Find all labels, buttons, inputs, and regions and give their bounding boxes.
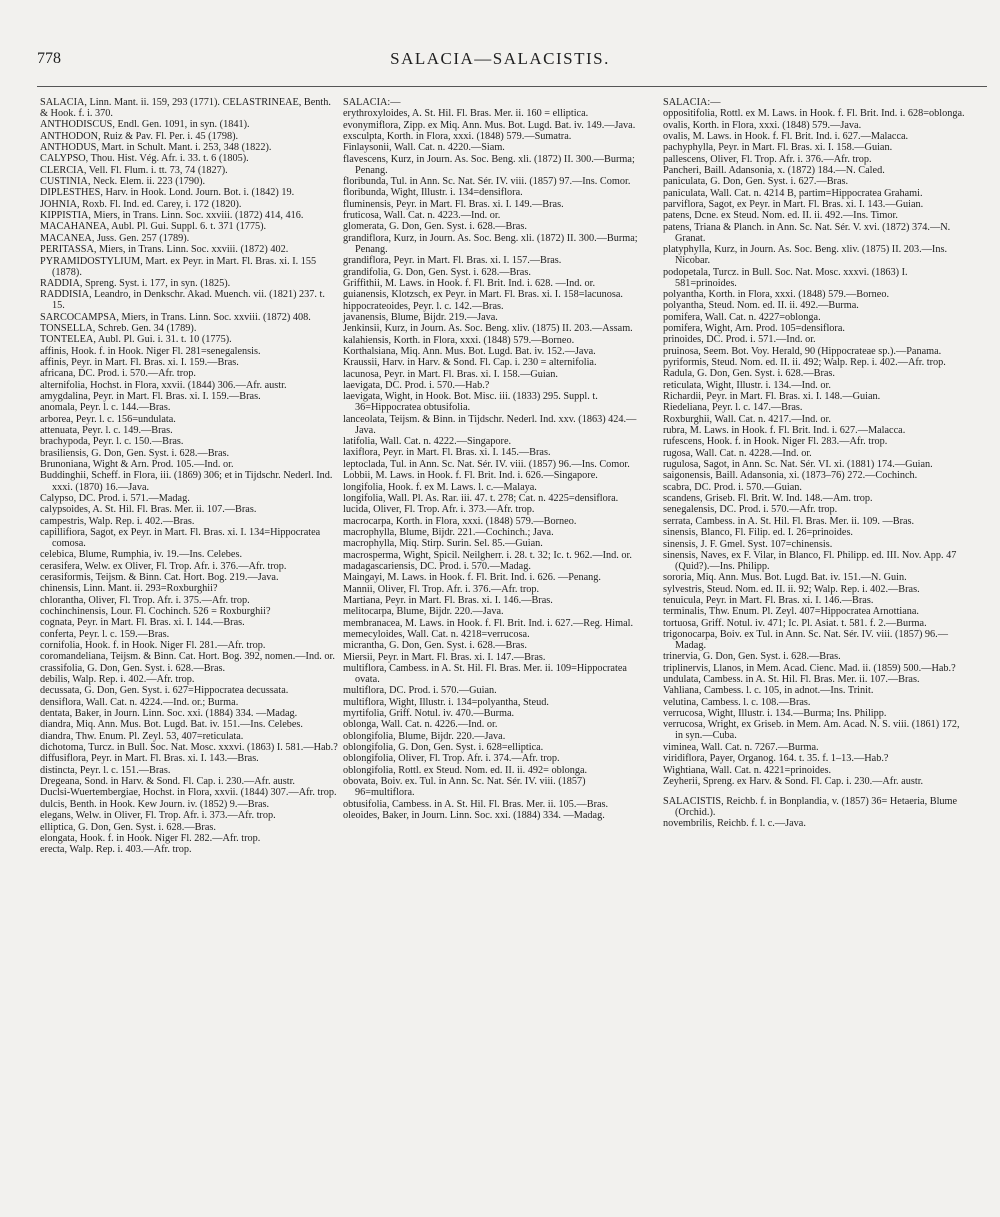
index-entry: terminalis, Thw. Enum. Pl. Zeyl. 407=Hippocratea Arnottiana. xyxy=(663,606,919,618)
index-entry: multiflora, DC. Prod. i. 570.—Guian. xyxy=(343,685,497,697)
index-entry: longifolia, Hook. f. ex M. Laws. l. c.—Malaya. xyxy=(343,481,537,493)
index-entry: scandens, Griseb. Fl. Brit. W. Ind. 148.—Am. trop. xyxy=(663,493,873,505)
index-entry: velutina, Cambess. l. c. 108.—Bras. xyxy=(663,696,811,708)
index-entry: Radula, G. Don, Gen. Syst. i. 628.—Bras. xyxy=(663,368,835,380)
index-entry: sinensis, Blanco, Fl. Filip. ed. I. 26=prinoides. xyxy=(663,527,853,539)
index-entry: patens, Triana & Planch. in Ann. Sc. Nat. Sér. V. xvi. (1872) 374.—N. Granat. xyxy=(663,221,951,244)
index-entry: grandiflora, Kurz, in Journ. As. Soc. Beng. xli. (1872) II. 300.—Burma; Penang. xyxy=(343,232,638,255)
index-entry: erythroxyloides, A. St. Hil. Fl. Bras. Mer. ii. 160 = elliptica. xyxy=(343,108,589,120)
index-entry: diandra, Miq. Ann. Mus. Bot. Lugd. Bat. iv. 151.—Ins. Celebes. xyxy=(40,719,303,731)
index-entry: fluminensis, Peyr. in Mart. Fl. Bras. xi. I. 149.—Bras. xyxy=(343,198,564,210)
index-entry: pyriformis, Steud. Nom. ed. II. ii. 492; Walp. Rep. i. 402.—Afr. trop. xyxy=(663,357,946,369)
index-entry: cerasiformis, Teijsm. & Binn. Cat. Hort. Bog. 219.—Java. xyxy=(40,571,279,583)
index-entry: anomala, Peyr. l. c. 144.—Bras. xyxy=(40,402,171,414)
page-header xyxy=(0,0,1000,96)
index-entry: cerasifera, Welw. ex Oliver, Fl. Trop. Afr. i. 376.—Afr. trop. xyxy=(40,560,287,572)
index-entry: Calypso, DC. Prod. i. 571.—Madag. xyxy=(40,492,190,504)
index-entry: melitocarpa, Blume, Bijdr. 220.—Java. xyxy=(343,606,504,618)
index-entry: exsculpta, Korth. in Flora, xxxi. (1848) 579.—Sumatra. xyxy=(343,131,572,143)
index-entry: affinis, Hook. f. in Hook. Niger Fl. 281=senegalensis. xyxy=(40,345,261,357)
index-entry: CUSTINIA, Neck. Elem. ii. 223 (1790). xyxy=(40,176,206,188)
index-entry: Brunoniana, Wight & Arn. Prod. 105.—Ind. or. xyxy=(40,459,234,471)
index-entry: verrucosa, Wight, Illustr. i. 134.—Burma; Ins. Philipp. xyxy=(663,708,887,720)
index-entry: lanceolata, Teijsm. & Binn. in Tijdschr. Nederl. Ind. xxv. (1863) 424.—Java. xyxy=(343,413,637,436)
index-entry: capillifiora, Sagot, ex Peyr. in Mart. Fl. Bras. xi. I. 134=Hippocratea comosa. xyxy=(40,526,321,549)
index-entry: rugulosa, Sagot, in Ann. Sc. Nat. Sér. VI. xi. (1881) 174.—Guian. xyxy=(663,459,933,471)
index-entry: laevigata, DC. Prod. i. 570.—Hab.? xyxy=(343,380,490,391)
index-entry: Wightiana, Wall. Cat. n. 4221=prinoides. xyxy=(663,764,832,776)
index-entry: reticulata, Wight, Illustr. i. 134.—Ind. or. xyxy=(663,379,831,391)
index-entry: obovata, Boiv. ex. Tul. in Ann. Sc. Nat. Sér. IV. viii. (1857) 96=multiflora. xyxy=(343,776,586,799)
index-entry: polyantha, Steud. Nom. ed. II. ii. 492.—Burma. xyxy=(663,300,859,312)
index-entry: sylvestris, Steud. Nom. ed. II. ii. 92; Walp. Rep. i. 402.—Bras. xyxy=(663,583,920,595)
index-entry: erecta, Walp. Rep. i. 403.—Afr. trop. xyxy=(40,844,192,856)
index-entry: undulata, Cambess. in A. St. Hil. Fl. Bras. Mer. ii. 107.—Bras. xyxy=(663,674,920,686)
running-title: SALACIA—SALACISTIS. xyxy=(390,49,610,68)
index-entry: dentata, Baker, in Journ. Linn. Soc. xxi. (1884) 334. —Madag. xyxy=(40,708,298,720)
index-entry: sinensis, J. F. Gmel. Syst. 107=chinensis. xyxy=(663,538,833,550)
index-entry: prinoides, DC. Prod. i. 571.—Ind. or. xyxy=(663,334,816,346)
index-entry: glomerata, G. Don, Gen. Syst. i. 628.—Bras. xyxy=(343,221,527,233)
index-entry: africana, DC. Prod. i. 570.—Afr. trop. xyxy=(40,368,196,380)
index-entry: celebica, Blume, Rumphia, iv. 19.—Ins. Celebes. xyxy=(40,549,243,561)
index-entry: TONTELEA, Aubl. Pl. Gui. i. 31. t. 10 (1775). xyxy=(40,334,232,346)
index-entry: arborea, Peyr. l. c. 156=undulata. xyxy=(40,413,176,425)
index-entry: crassifolia, G. Don, Gen. Syst. i. 628.—Bras. xyxy=(40,662,226,674)
index-entry: coromandeliana, Teijsm. & Binn. Cat. Hort. Bog. 392, nomen.—Ind. or. xyxy=(40,651,335,663)
index-entry: javanensis, Blume, Bijdr. 219.—Java. xyxy=(343,311,498,323)
index-entry: latifolia, Wall. Cat. n. 4222.—Singapore. xyxy=(343,436,512,448)
index-entry: DIPLESTHES, Harv. in Hook. Lond. Journ. Bot. i. (1842) 19. xyxy=(40,187,295,199)
index-entry: myrtifolia, Griff. Notul. iv. 470.—Burma. xyxy=(343,708,515,720)
index-entry: paniculata, G. Don, Gen. Syst. i. 627.—Bras. xyxy=(663,176,849,188)
index-entry: dulcis, Benth. in Hook. Kew Journ. iv. (1852) 9.—Bras. xyxy=(40,798,270,810)
index-entry: laevigata, Wight, in Hook. Bot. Misc. iii. (1833) 295. Suppl. t. 36=Hippocratea obtusifolia. xyxy=(343,391,598,414)
index-entry: viridiflora, Payer, Organog. 164. t. 35. f. 1–13.—Hab.? xyxy=(663,753,889,765)
index-entry: amygdalina, Peyr. in Mart. Fl. Bras. xi. I. 159.—Bras. xyxy=(40,391,261,403)
index-entry: distincta, Peyr. l. c. 151.—Bras. xyxy=(40,764,171,776)
index-entry: Pancheri, Baill. Adansonia, x. (1872) 184.—N. Caled. xyxy=(663,165,885,177)
index-entry: floribunda, Wight, Illustr. i. 134=densiflora. xyxy=(343,187,523,199)
index-entry: oblonga, Wall. Cat. n. 4226.—Ind. or. xyxy=(343,719,498,731)
index-entry: evonymiflora, Zipp. ex Miq. Ann. Mus. Bot. Lugd. Bat. iv. 149.—Java. xyxy=(343,119,636,131)
index-entry: Zeyherii, Spreng. ex Harv. & Sond. Fl. Cap. i. 230.—Afr. austr. xyxy=(663,775,924,787)
index-entry: ovalis, M. Laws. in Hook. f. Fl. Brit. Ind. i. 627.—Malacca. xyxy=(663,131,909,143)
index-entry: Roxburghii, Wall. Cat. n. 4217.—Ind. or. xyxy=(663,413,831,425)
index-entry: tenuicula, Peyr. in Mart. Fl. Bras. xi. I. 146.—Bras. xyxy=(663,594,874,606)
index-entry: Jenkinsii, Kurz, in Journ. As. Soc. Beng. xliv. (1875) II. 203.—Assam. xyxy=(343,323,633,335)
index-entry: Riedeliana, Peyr. l. c. 147.—Bras. xyxy=(663,402,803,414)
index-entry: laxiflora, Peyr. in Mart. Fl. Bras. xi. I. 145.—Bras. xyxy=(343,447,551,459)
index-entry: SALACIA:— xyxy=(343,97,401,108)
index-entry: Maingayi, M. Laws. in Hook. f. Fl. Brit. Ind. i. 626. —Penang. xyxy=(343,572,601,584)
index-entry: calypsoides, A. St. Hil. Fl. Bras. Mer. ii. 107.—Bras. xyxy=(40,504,257,516)
index-entry: rugosa, Wall. Cat. n. 4228.—Ind. or. xyxy=(663,447,812,459)
column-1 xyxy=(40,97,338,856)
index-entry: leptoclada, Tul. in Ann. Sc. Nat. Sér. IV. viii. (1857) 96.—Ins. Comor. xyxy=(343,458,630,470)
index-entry: grandifolia, G. Don, Gen. Syst. i. 628.—Bras. xyxy=(343,266,531,278)
index-entry: densiflora, Wall. Cat. n. 4224.—Ind. or.; Burma. xyxy=(40,696,239,708)
index-entry: elegans, Welw. in Oliver, Fl. Trop. Afr. i. 373.—Afr. trop. xyxy=(40,810,276,822)
index-entry: RADDIA, Spreng. Syst. i. 177, in syn. (1825). xyxy=(40,277,231,289)
index-entry: senegalensis, DC. Prod. i. 570.—Afr. trop. xyxy=(663,504,838,516)
index-entry: brasiliensis, G. Don, Gen. Syst. i. 628.—Bras. xyxy=(40,447,230,459)
index-entry: oblongifolia, Blume, Bijdr. 220.—Java. xyxy=(343,730,506,742)
index-entry: micrantha, G. Don, Gen. Syst. i. 628.—Bras. xyxy=(343,640,527,652)
index-entry: grandiflora, Peyr. in Mart. Fl. Bras. xi. I. 157.—Bras. xyxy=(343,255,562,267)
index-entry: guianensis, Klotzsch, ex Peyr. in Mart. Fl. Bras. xi. I. 158=lacunosa. xyxy=(343,289,623,301)
index-entry: parviflora, Sagot, ex Peyr. in Mart. Fl. Bras. xi. I. 143.—Guian. xyxy=(663,199,924,211)
index-entry: elliptica, G. Don, Gen. Syst. i. 628.—Bras. xyxy=(40,821,216,833)
index-entry: decussata, G. Don, Gen. Syst. i. 627=Hippocratea decussata. xyxy=(40,685,289,697)
column-3 xyxy=(663,97,967,830)
index-entry: saigonensis, Baill. Adansonia, xi. (1873–76) 272.—Cochinch. xyxy=(663,470,918,482)
index-entry: floribunda, Tul. in Ann. Sc. Nat. Sér. IV. viii. (1857) 97.—Ins. Comor. xyxy=(343,176,631,188)
index-entry: serrata, Cambess. in A. St. Hil. Fl. Bras. Mer. ii. 109. —Bras. xyxy=(663,515,915,527)
index-entry: JOHNIA, Roxb. Fl. Ind. ed. Carey, i. 172 (1820). xyxy=(40,198,242,210)
index-entry: affinis, Peyr. in Mart. Fl. Bras. xi. I. 159.—Bras. xyxy=(40,357,239,369)
index-entry: hippocrateoides, Peyr. l. c. 142.—Bras. xyxy=(343,300,504,312)
index-entry: dichotoma, Turcz. in Bull. Soc. Nat. Mosc. xxxvi. (1863) I. 581.—Hab.? xyxy=(40,742,338,754)
index-entry: CALYPSO, Thou. Hist. Vég. Afr. i. 33. t. 6 (1805). xyxy=(40,153,249,165)
index-entry: flavescens, Kurz, in Journ. As. Soc. Beng. xli. (1872) II. 300.—Burma; Penang. xyxy=(343,153,635,176)
index-entry: rubra, M. Laws. in Hook. f. Fl. Brit. Ind. i. 627.—Malacca. xyxy=(663,425,906,437)
index-entry: Vahliana, Cambess. l. c. 105, in adnot.—Ins. Trinit. xyxy=(663,685,874,697)
index-entry: PYRAMIDOSTYLIUM, Mart. ex Peyr. in Mart. Fl. Bras. xi. I. 155 (1878). xyxy=(40,255,317,278)
index-entry: oppositifolia, Rottl. ex M. Laws. in Hook. f. Fl. Brit. Ind. i. 628=oblonga. xyxy=(663,108,965,120)
index-entry: multiflora, Wight, Illustr. i. 134=polyantha, Steud. xyxy=(343,696,549,708)
index-entry: kalahiensis, Korth. in Flora, xxxi. (1848) 579.—Borneo. xyxy=(343,334,575,346)
index-entry: viminea, Wall. Cat. n. 7267.—Burma. xyxy=(663,741,819,753)
index-entry: SALACISTIS, Reichb. f. in Bonplandia, v. (1857) 36= Hetaeria, Blume (Orchid.). xyxy=(663,795,958,818)
index-entry: pomifera, Wight, Arn. Prod. 105=densiflora. xyxy=(663,322,845,334)
index-entry: Miersii, Peyr. in Mart. Fl. Bras. xi. I. 147.—Bras. xyxy=(343,651,546,663)
index-entry: Finlaysonii, Wall. Cat. n. 4220.—Siam. xyxy=(343,142,505,154)
index-entry: sororia, Miq. Ann. Mus. Bot. Lugd. Bat. iv. 151.—N. Guin. xyxy=(663,572,907,584)
header-rule xyxy=(37,86,987,87)
index-entry: cornifolia, Hook. f. in Hook. Niger Fl. 281.—Afr. trop. xyxy=(40,640,266,652)
index-entry: attenuata, Peyr. l. c. 149.—Bras. xyxy=(40,425,173,437)
index-entry: MACAHANEA, Aubl. Pl. Gui. Suppl. 6. t. 371 (1775). xyxy=(40,221,267,233)
index-entry: patens, Dcne. ex Steud. Nom. ed. II. ii. 492.—Ins. Timor. xyxy=(663,210,898,222)
index-entry: ANTHODISCUS, Endl. Gen. 1091, in syn. (1841). xyxy=(40,119,250,131)
index-entry: ANTHODON, Ruiz & Pav. Fl. Per. i. 45 (1798). xyxy=(40,130,239,142)
index-entry: macrophylla, Blume, Bijdr. 221.—Cochinch.; Java. xyxy=(343,526,554,538)
index-entry: TONSELLA, Schreb. Gen. 34 (1789). xyxy=(40,322,197,334)
index-entry: SALACIA:— xyxy=(663,97,721,108)
index-entry: Lobbii, M. Laws. in Hook. f. Fl. Brit. Ind. i. 626.—Singapore. xyxy=(343,470,598,482)
index-entry: trinervia, G. Don, Gen. Syst. i. 628.—Bras. xyxy=(663,651,841,663)
index-entry: podopetala, Turcz. in Bull. Soc. Nat. Mosc. xxxvi. (1863) I. 581=prinoides. xyxy=(663,266,908,289)
index-entry: KIPPISTIA, Miers, in Trans. Linn. Soc. xxviii. (1872) 414, 416. xyxy=(40,210,304,222)
index-entry: pallescens, Oliver, Fl. Trop. Afr. i. 376.—Afr. trop. xyxy=(663,153,872,165)
index-entry: oleoides, Baker, in Journ. Linn. Soc. xxi. (1884) 334. —Madag. xyxy=(343,809,605,821)
index-entry: diandra, Thw. Enum. Pl. Zeyl. 53, 407=reticulata. xyxy=(40,730,244,742)
index-entry: Dregeana, Sond. in Harv. & Sond. Fl. Cap. i. 230.—Afr. austr. xyxy=(40,776,295,788)
index-entry: chinensis, Linn. Mant. ii. 293=Roxburghii? xyxy=(40,583,218,595)
index-entry: ANTHODUS, Mart. in Schult. Mant. i. 253, 348 (1822). xyxy=(40,142,272,154)
index-entry: SALACIA, Linn. Mant. ii. 159, 293 (1771). CELASTRINEAE, Benth. & Hook. f. i. 370. xyxy=(40,97,331,120)
index-entry: MACANEA, Juss. Gen. 257 (1789). xyxy=(40,232,190,244)
index-entry: Korthalsiana, Miq. Ann. Mus. Bot. Lugd. Bat. iv. 152.—Java. xyxy=(343,345,596,357)
index-entry: Kraussii, Harv. in Harv. & Sond. Fl. Cap. i. 230 = alternifolia. xyxy=(343,357,597,369)
index-entry: triplinervis, Llanos, in Mem. Acad. Cienc. Mad. ii. (1859) 500.—Hab.? xyxy=(663,662,956,674)
index-entry: campestris, Walp. Rep. i. 402.—Bras. xyxy=(40,515,195,527)
index-entry: madagascariensis, DC. Prod. i. 570.—Madag. xyxy=(343,560,531,572)
index-entry: debilis, Walp. Rep. i. 402.—Afr. trop. xyxy=(40,674,195,686)
index-entry: longifolia, Wall. Pl. As. Rar. iii. 47. t. 278; Cat. n. 4225=densiflora. xyxy=(343,492,619,504)
index-entry: rufescens, Hook. f. in Hook. Niger Fl. 283.—Afr. trop. xyxy=(663,436,888,448)
page-number: 778 xyxy=(37,50,61,67)
index-entry: trigonocarpa, Boiv. ex Tul. in Ann. Sc. Nat. Sér. IV. viii. (1857) 96.—Madag. xyxy=(663,628,948,652)
index-entry: paniculata, Wall. Cat. n. 4214 B, partim=Hippocratea Grahami. xyxy=(663,187,923,199)
index-entry: fruticosa, Wall. Cat. n. 4223.—Ind. or. xyxy=(343,210,501,222)
index-entry: platyphylla, Kurz, in Journ. As. Soc. Beng. xliv. (1875) II. 203.—Ins. Nicobar. xyxy=(663,244,948,267)
index-entry: RADDISIA, Leandro, in Denkschr. Akad. Muench. vii. (1821) 237. t. 15. xyxy=(40,289,325,312)
index-entry: chlorantha, Oliver, Fl. Trop. Afr. i. 375.—Afr. trop. xyxy=(40,594,250,606)
index-entry: lucida, Oliver, Fl. Trop. Afr. i. 373.—Afr. trop. xyxy=(343,504,535,516)
index-entry: lacunosa, Peyr. in Mart. Fl. Bras. xi. I. 158.—Guian. xyxy=(343,368,558,380)
index-entry: Richardii, Peyr. in Mart. Fl. Bras. xi. I. 148.—Guian. xyxy=(663,391,881,403)
index-entry: oblongifolia, Oliver, Fl. Trop. Afr. i. 374.—Afr. trop. xyxy=(343,753,560,765)
index-entry: cognata, Peyr. in Mart. Fl. Bras. xi. I. 144.—Bras. xyxy=(40,617,245,629)
index-entry: CLERCIA, Vell. Fl. Flum. i. tt. 73, 74 (1827). xyxy=(40,164,228,176)
index-entry: diffusiflora, Peyr. in Mart. Fl. Bras. xi. I. 143.—Bras. xyxy=(40,753,259,765)
index-entry: sinensis, Naves, ex F. Vilar, in Blanco, Fl. Philipp. ed. III. Nov. App. 47 (Quid?).—Ins. Philipp. xyxy=(663,549,957,572)
index-entry: PERITASSA, Miers, in Trans. Linn. Soc. xxviii. (1872) 402. xyxy=(40,244,289,256)
index-entry: oblongifolia, Rottl. ex Steud. Nom. ed. II. ii. 492= oblonga. xyxy=(343,764,588,776)
index-entry: Mannii, Oliver, Fl. Trop. Afr. i. 376.—Afr. trop. xyxy=(343,583,540,595)
index-entry: Buddinghii, Scheff. in Flora, iii. (1869) 306; et in Tijdschr. Nederl. Ind. xxxi. (1870) 16.—Java. xyxy=(40,470,333,493)
index-entry: membranacea, M. Laws. in Hook. f. Fl. Brit. Ind. i. 627.—Reg. Himal. xyxy=(343,617,634,629)
index-entry: verrucosa, Wright, ex Griseb. in Mem. Am. Acad. N. S. viii. (1861) 172, in syn.—Cuba. xyxy=(663,719,960,742)
index-entry: polyantha, Korth. in Flora, xxxi. (1848) 579.—Borneo. xyxy=(663,288,890,300)
index-entry: elongata, Hook. f. in Hook. Niger Fl. 282.—Afr. trop. xyxy=(40,832,261,844)
index-entry: cochinchinensis, Lour. Fl. Cochinch. 526 = Roxburghii? xyxy=(40,605,271,617)
index-entry: conferta, Peyr. l. c. 159.—Bras. xyxy=(40,628,170,640)
index-entry: Martiana, Peyr. in Mart. Fl. Bras. xi. I. 146.—Bras. xyxy=(343,594,553,606)
index-entry: macrophylla, Miq. Stirp. Surin. Sel. 85.—Guian. xyxy=(343,538,543,550)
index-entry: memecyloides, Wall. Cat. n. 4218=verrucosa. xyxy=(343,628,530,640)
index-entry: novembrilis, Reichb. f. l. c.—Java. xyxy=(663,818,806,830)
index-entry: alternifolia, Hochst. in Flora, xxvii. (1844) 306.—Afr. austr. xyxy=(40,379,287,391)
index-entry: ovalis, Korth. in Flora, xxxi. (1848) 579.—Java. xyxy=(663,119,862,131)
index-entry: oblongifolia, G. Don, Gen. Syst. i. 628=elliptica. xyxy=(343,742,544,754)
index-entry: brachypoda, Peyr. l. c. 150.—Bras. xyxy=(40,436,184,448)
index-entry: macrosperma, Wight, Spicil. Neilgherr. i. 28. t. 32; Ic. t. 962.—Ind. or. xyxy=(343,549,632,561)
index-entry: SARCOCAMPSA, Miers, in Trans. Linn. Soc. xxviii. (1872) 408. xyxy=(40,311,311,323)
column-2 xyxy=(343,97,646,821)
index-entry: pomifera, Wall. Cat. n. 4227=oblonga. xyxy=(663,311,821,323)
index-entry: pruinosa, Seem. Bot. Voy. Herald, 90 (Hippocrateae sp.).—Panama. xyxy=(663,345,942,357)
index-entry: scabra, DC. Prod. i. 570.—Guian. xyxy=(663,481,802,493)
index-entry: tortuosa, Griff. Notul. iv. 471; Ic. Pl. Asiat. t. 581. f. 2.—Burma. xyxy=(663,617,927,629)
index-entry: Griffithii, M. Laws. in Hook. f. Fl. Brit. Ind. i. 628. —Ind. or. xyxy=(343,277,596,289)
index-entry: macrocarpa, Korth. in Flora, xxxi. (1848) 579.—Borneo. xyxy=(343,515,577,527)
index-entry: multiflora, Cambess. in A. St. Hil. Fl. Bras. Mer. ii. 109=Hippocratea ovata. xyxy=(343,663,627,686)
index-entry: pachyphylla, Peyr. in Mart. Fl. Bras. xi. I. 158.—Guian. xyxy=(663,142,893,154)
index-entry: Duclsi-Wuertembergiae, Hochst. in Flora, xxvii. (1844) 307.—Afr. trop. xyxy=(40,787,337,799)
index-entry: obtusifolia, Cambess. in A. St. Hil. Fl. Bras. Mer. ii. 105.—Bras. xyxy=(343,798,609,810)
